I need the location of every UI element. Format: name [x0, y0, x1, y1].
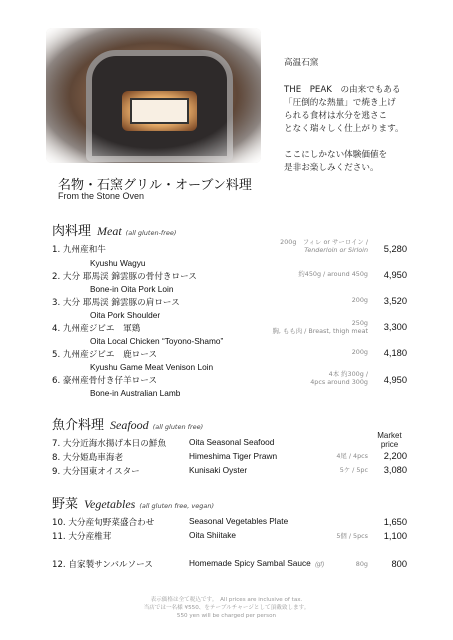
stone-oven-photo [46, 28, 261, 163]
market-price-line1: Market [377, 431, 402, 440]
seafood-item-8-jp: 8. 大分姫島車海老 [52, 453, 124, 463]
meat-item-3-qty: 200g [351, 296, 368, 304]
seafood-item-9-jp: 9. 大分国東オイスター [52, 467, 140, 477]
veg-item-11-price: 1,100 [383, 531, 407, 541]
intro-line-1: 高温石窯 [284, 58, 319, 68]
section-veg-heading [52, 493, 214, 512]
section-seafood-en: Seafood [110, 418, 149, 432]
meat-item-5-price: 4,180 [383, 348, 407, 358]
seafood-item-8-qty: 4尾 / 4pcs [336, 452, 368, 460]
intro-line-2: THE PEAK の由来でもある [284, 85, 401, 95]
meat-item-1-price: 5,280 [383, 244, 407, 254]
meat-item-2-qty: 約450g / around 450g [298, 270, 368, 278]
footer-line-1: 表示価格は全て税込です。 All prices are inclusive of tax. [150, 597, 303, 603]
meat-item-2-price: 4,950 [383, 270, 407, 280]
footer-line-2: 当店では一名様 ¥550、をテーブルチャージとして頂戴致します。 [143, 605, 310, 611]
meat-item-3-jp: 3. 大分 耶馬渓 錦雲豚の肩ロース [52, 298, 180, 308]
veg-item-12-en-text: Homemade Spicy Sambal Sauce [189, 558, 311, 568]
section-seafood-jp: 魚介料理 [52, 418, 105, 433]
seafood-item-9-qty: 5ケ / 5pc [339, 466, 368, 474]
seafood-item-8-price: 2,200 [383, 451, 407, 461]
meat-item-2-jp: 2. 大分 耶馬渓 錦雲豚の骨付きロース [52, 272, 197, 282]
meat-item-5-qty: 200g [351, 348, 368, 356]
veg-item-12-price: 800 [391, 559, 407, 569]
seafood-item-8-en: Himeshima Tiger Prawn [189, 451, 278, 461]
footer-line-3: 550 yen will be charged per person [176, 613, 277, 619]
veg-item-10-jp: 10. 大分産旬野菜盛合わせ [52, 518, 155, 528]
section-veg-note: (all gluten free, vegan) [139, 502, 215, 510]
meat-item-4-price: 3,300 [383, 322, 407, 332]
meat-item-6-qty [240, 371, 368, 386]
section-veg-jp: 野菜 [52, 497, 79, 512]
meat-item-1-en: Kyushu Wagyu [90, 258, 146, 268]
meat-item-4-jp: 4. 九州産ジビエ 軍鶏 [52, 324, 141, 334]
intro-line-5: となく瑞々しく仕上がります。 [284, 124, 404, 134]
section-meat-en: Meat [97, 224, 122, 238]
section-seafood-heading [52, 414, 203, 433]
seafood-item-7-jp: 7. 大分近海水揚げ本日の鮮魚 [52, 439, 167, 449]
meat-item-6-price: 4,950 [383, 375, 407, 385]
meat-item-4-qty-line2: 胸, もも肉 / Breast, thigh meat [272, 326, 368, 335]
meat-item-5-en: Kyushu Game Meat Venison Loin [90, 362, 214, 372]
section-seafood-note: (all gluten free) [152, 423, 204, 431]
meat-item-6-qty-line2: 4pcs around 300g [310, 377, 368, 386]
meat-item-6-qty-line1: 4本 約300g / [328, 370, 368, 378]
meat-item-1-qty-line2: Tenderloin or Sirloin [304, 245, 368, 254]
page-title-jp: 名物・石窯グリル・オーブン料理 [58, 178, 252, 193]
intro-line-3: 「圧倒的な熱量」で焼き上げ [284, 98, 396, 108]
meat-item-3-en: Oita Pork Shoulder [90, 310, 161, 320]
meat-item-4-en: Oita Local Chicken “Toyono-Shamo” [90, 336, 224, 346]
section-meat-heading [52, 220, 176, 239]
meat-item-4-qty [240, 320, 368, 335]
market-price-line2: price [380, 440, 399, 449]
section-veg-en: Vegetables [84, 497, 136, 511]
veg-item-10-price: 1,650 [383, 517, 407, 527]
section-meat-jp: 肉料理 [52, 224, 92, 239]
meat-item-2-en: Bone-in Oita Pork Loin [90, 284, 174, 294]
photo-vignette [46, 28, 261, 163]
intro-line-4: られる食材は水分を逃さこ [284, 111, 388, 121]
meat-item-1-qty [240, 239, 368, 254]
intro-line-6: ここにしかない体験価値を [284, 150, 388, 160]
seafood-item-7-en: Oita Seasonal Seafood [189, 437, 275, 447]
meat-item-3-price: 3,520 [383, 296, 407, 306]
meat-item-1-qty-line1: 200g フィレ or サーロイン / [280, 238, 368, 246]
section-meat-note: (all gluten-free) [125, 229, 177, 237]
veg-item-11-en: Oita Shiitake [189, 530, 237, 540]
meat-item-6-jp: 6. 豪州産骨付き仔羊ロース [52, 376, 158, 386]
market-price-label [372, 431, 407, 449]
veg-item-12-qty: 80g [355, 560, 368, 568]
meat-item-4-qty-line1: 250g [351, 319, 368, 327]
meat-item-5-jp: 5. 九州産ジビエ 鹿ロース [52, 350, 158, 360]
meat-item-1-jp: 1. 九州産和牛 [52, 245, 106, 255]
veg-item-11-jp: 11. 大分産椎茸 [52, 532, 112, 542]
veg-item-11-qty: 5個 / 5pcs [336, 532, 368, 540]
veg-item-12-jp: 12. 自家製サンバルソース [52, 560, 153, 570]
meat-item-6-en: Bone-in Australian Lamb [90, 388, 181, 398]
intro-line-7: 是非お楽しみください。 [284, 163, 379, 173]
page-title-en: From the Stone Oven [58, 191, 145, 201]
veg-item-12-gf: (gf) [315, 562, 325, 568]
veg-item-10-en: Seasonal Vegetables Plate [189, 516, 289, 526]
seafood-item-9-en: Kunisaki Oyster [189, 465, 248, 475]
seafood-item-9-price: 3,080 [383, 465, 407, 475]
